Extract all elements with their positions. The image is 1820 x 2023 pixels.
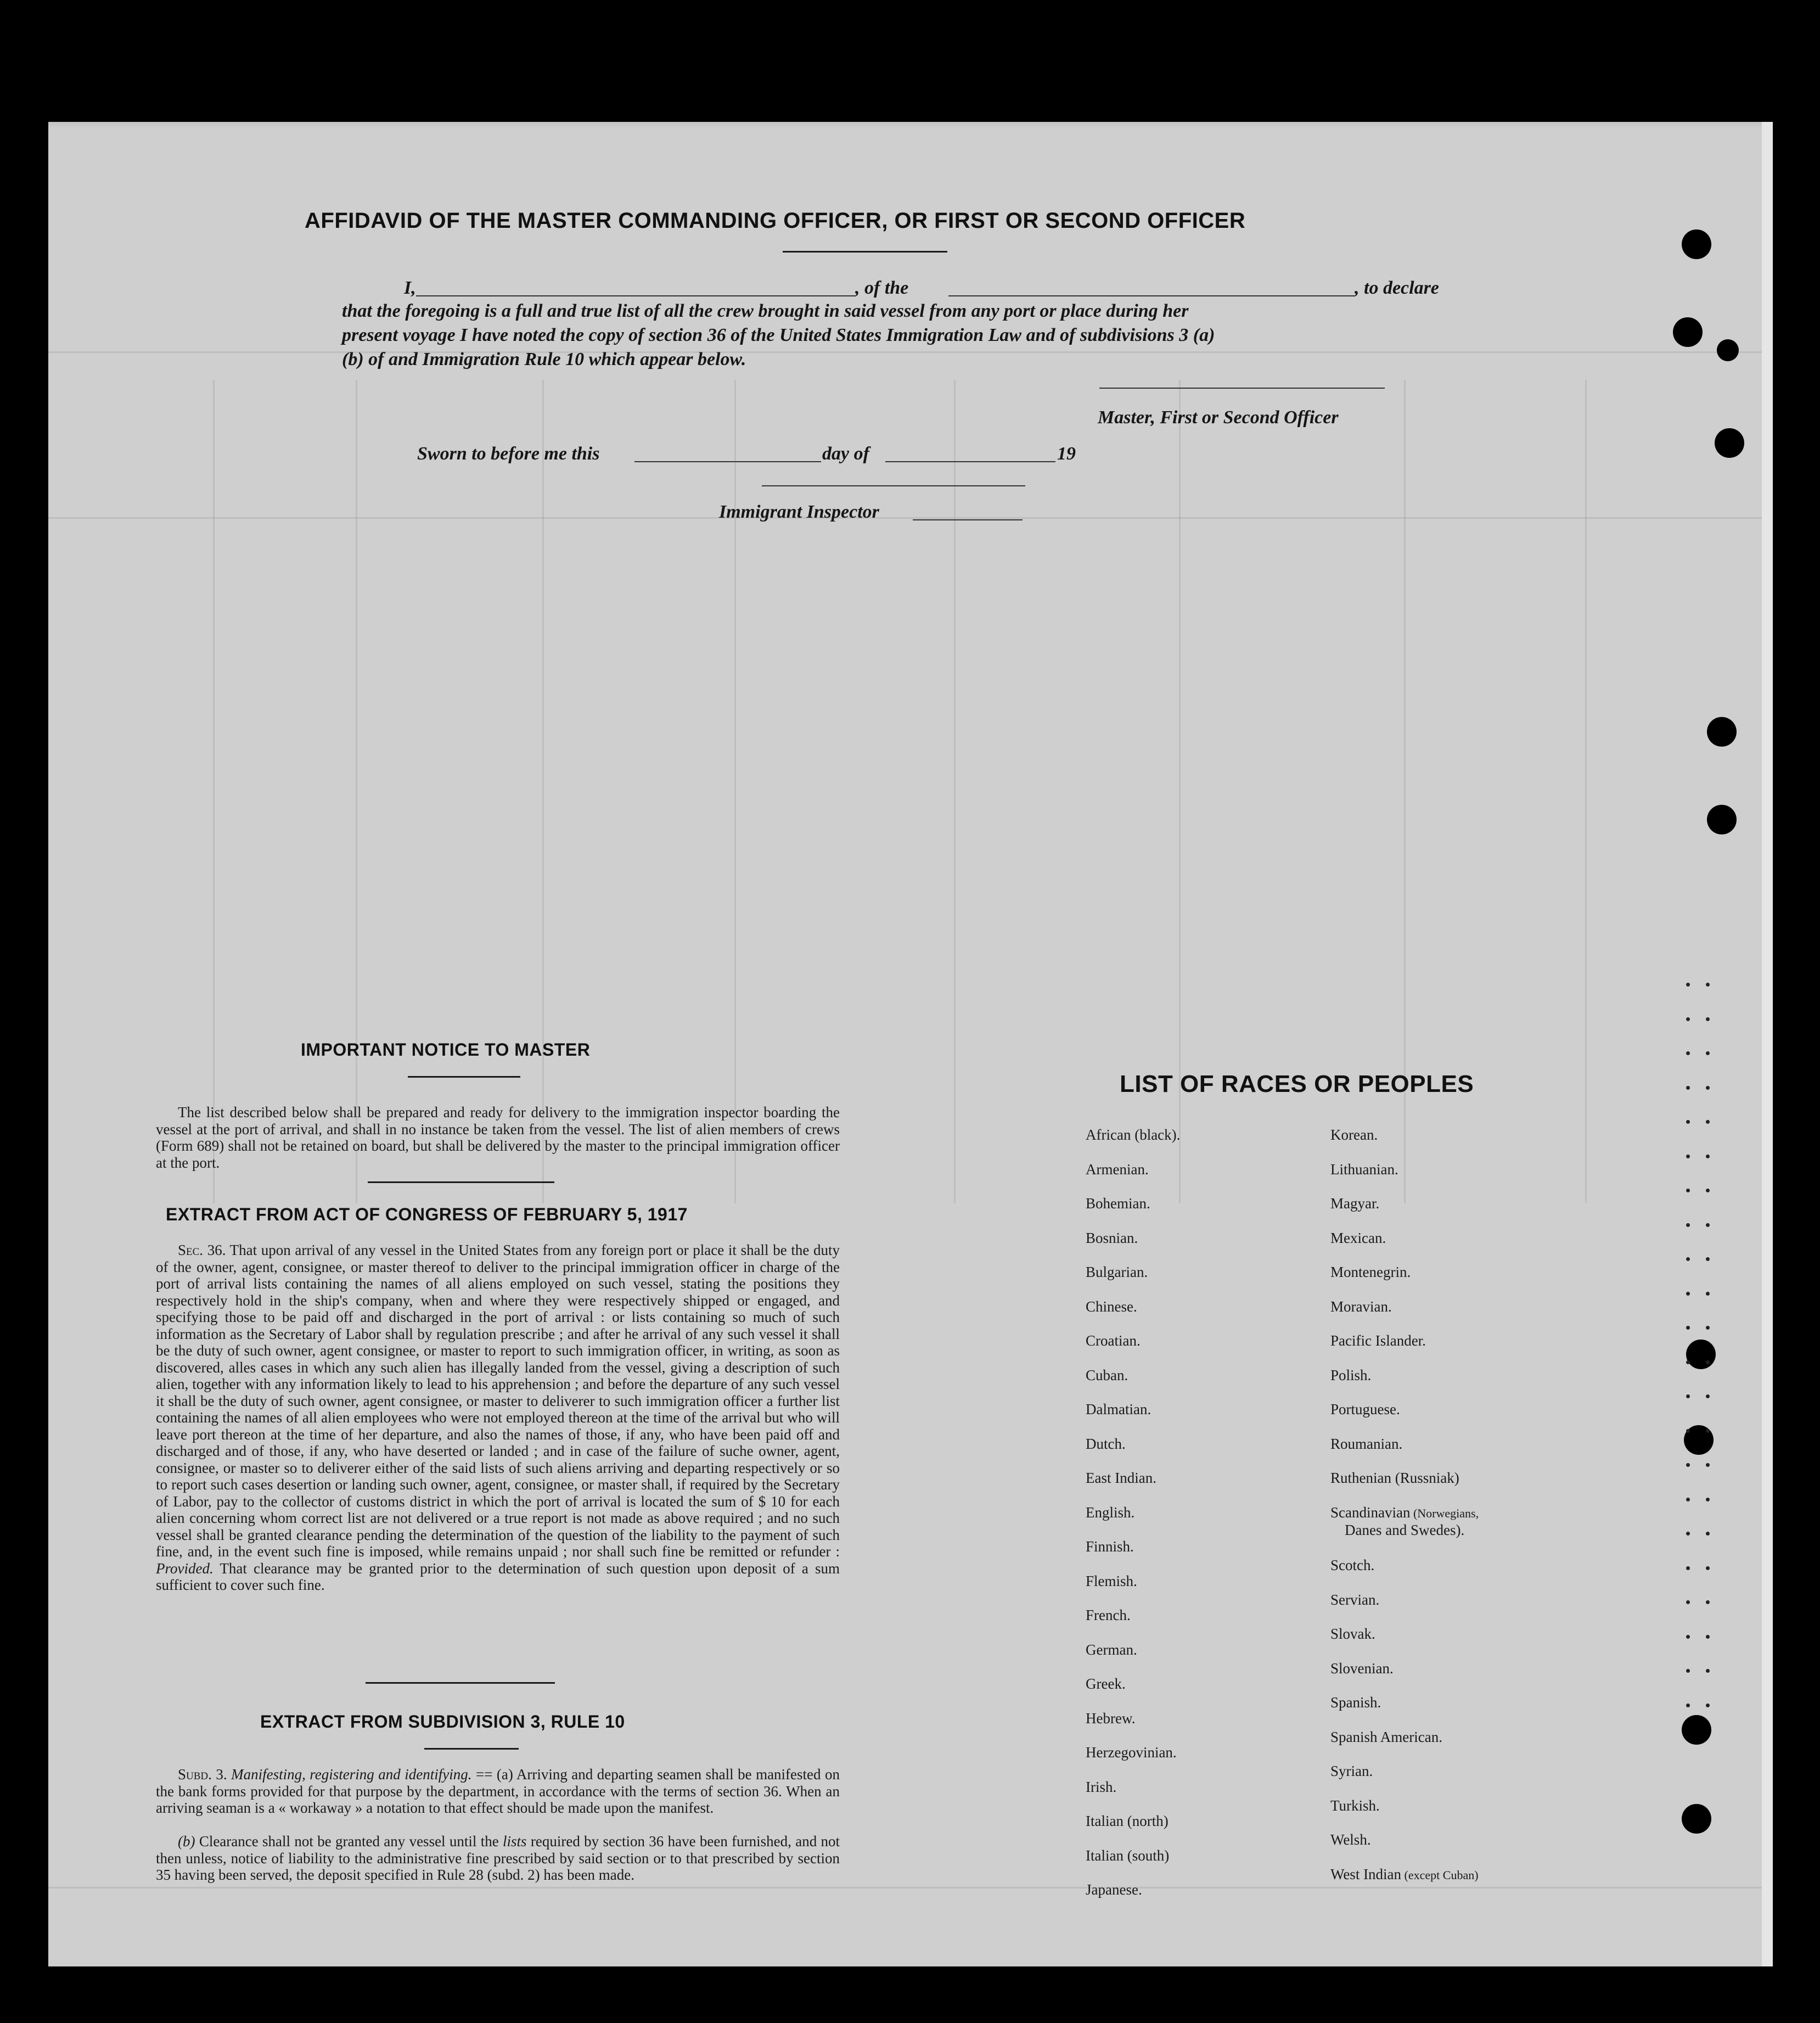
margin-dot [1706, 1292, 1710, 1296]
margin-dot [1706, 1429, 1710, 1433]
act-body: That upon arrival of any vessel in the United States from any foreign port or place it shall be the duty of the owner, agent, consignee, or master thereof to deliver to the principal immigration officer in charge of the port of arrival lists containing the names of all aliens employed on such vessel, stating the positions they respectively hold in the ship's company, when and where they were respectively shipped or engaged, and specifying those to be paid off and discharged in the port of arrival : or lists containing so much of such information as the Secretary of Labor shall by regulation prescribe ; and after he arrival of any such vessel it shall be the duty of such owner, agent consignee, or master to report to such immigration officer, in writing, as soon as discovered, alles cases in which any such alien has illegally landed from the vessel, giving a description of such alien, together with any information likely to lead to his apprehension ; and before the departure of any such vessel it shall be the duty of such owner, agent consignee, or master to deliverer to such immigration officer a further list containing the names of all alien employees who were not employed thereon at the time of the arrival but who will leave port thereon at the time of her departure, and also the names of those, if any, who have been paid off and discharged and of those, if any, who have deserted or landed ; and in case of the failure of suche owner, agent, consignee, or master so to deliverer either of the said lists of such aliens arriving and departing respectively or so to report such cases desertion or landing such owner, agent, consignee, or master shall, if required by the Secretary of Labor, pay to the collector of customs district in which the port of arrival is located the sum of $ 10 for each alien concerning whom correct list are not delivered or a true report is not made as above required ; and no such vessel shall be granted clearance pending the determination of the question of the liability to the payment of such fine, and, in the event such fine is imposed, while remains unpaid ; nor shall such fine be remitted or refunder : [156, 1242, 840, 1560]
act-provided: Provided. [156, 1560, 214, 1577]
race-item: Spanish American. [1330, 1728, 1442, 1745]
rule-para-a [156, 1766, 840, 1817]
bleed-through-line [1585, 380, 1587, 1203]
rule-subd-label: Subd. 3. [178, 1766, 227, 1783]
rule-subd-title: Manifesting, registering and identifying. [231, 1766, 472, 1783]
rule-para-b-label: (b) [178, 1833, 195, 1850]
race-item: Syrian. [1330, 1763, 1373, 1780]
name-blank [416, 295, 855, 296]
race-item: Welsh. [1330, 1831, 1371, 1848]
punch-hole [1686, 1340, 1716, 1369]
inspector-signature-blank [762, 485, 1025, 486]
rule-para-b-text-1: Clearance shall not be granted any vessel until the [199, 1833, 499, 1850]
margin-dot [1706, 1360, 1710, 1364]
race-item: Italian (south) [1086, 1847, 1170, 1864]
inspector-label: Immigrant Inspector [719, 502, 879, 522]
race-item: Scandinavian (Norwegians, [1330, 1504, 1479, 1521]
race-item: Scotch. [1330, 1557, 1375, 1574]
margin-dot [1686, 1120, 1690, 1124]
master-signature-label: Master, First or Second Officer [1098, 407, 1339, 428]
affidavit-line-4: (b) of and Immigration Rule 10 which appear below. [342, 349, 746, 369]
race-item: Dalmatian. [1086, 1401, 1151, 1417]
margin-dot [1706, 1223, 1710, 1227]
race-item: Roumanian. [1330, 1435, 1403, 1452]
margin-dot [1706, 1051, 1710, 1055]
race-item: Croatian. [1086, 1332, 1141, 1349]
notice-heading: IMPORTANT NOTICE TO MASTER [301, 1040, 591, 1060]
bleed-through-line [48, 351, 1762, 353]
race-item: Dutch. [1086, 1435, 1126, 1452]
punch-hole [1682, 1804, 1711, 1834]
margin-dot [1686, 1017, 1690, 1021]
master-signature-blank [1099, 388, 1385, 389]
bleed-through-line [542, 380, 544, 1203]
race-item: Chinese. [1086, 1298, 1137, 1315]
sworn-month-blank [885, 461, 1055, 462]
race-item: French. [1086, 1607, 1131, 1623]
affidavit-of-the: , of the [855, 278, 909, 298]
sworn-day-of: day of [822, 444, 869, 464]
margin-dot [1686, 1532, 1690, 1536]
race-item: Spanish. [1330, 1694, 1381, 1711]
race-item: Herzegovinian. [1086, 1744, 1177, 1761]
margin-dot [1686, 1429, 1690, 1433]
punch-hole [1707, 717, 1737, 747]
race-item: English. [1086, 1504, 1135, 1521]
margin-dot [1686, 1051, 1690, 1055]
race-item: Slovenian. [1330, 1660, 1394, 1677]
race-item: Mexican. [1330, 1229, 1386, 1246]
affidavit-line-3: present voyage I have noted the copy of section 36 of the United States Immigration Law and of subdivisions 3 (a) [342, 325, 1215, 345]
bleed-through-line [48, 517, 1762, 519]
rule-heading: EXTRACT FROM SUBDIVISION 3, RULE 10 [260, 1712, 625, 1731]
race-item: Montenegrin. [1330, 1264, 1411, 1280]
margin-dot [1706, 1463, 1710, 1467]
sworn-year: 19 [1057, 444, 1076, 464]
inspector-name-blank [913, 519, 1023, 520]
race-item: Hebrew. [1086, 1710, 1136, 1727]
race-item: Greek. [1086, 1675, 1126, 1692]
race-note: (Norwegians, [1410, 1506, 1479, 1520]
race-item: Moravian. [1330, 1298, 1392, 1315]
margin-dot [1706, 1669, 1710, 1673]
race-item: Pacific Islander. [1330, 1332, 1426, 1349]
margin-dot [1706, 1566, 1710, 1570]
affidavit-heading: AFFIDAVID OF THE MASTER COMMANDING OFFICER, OR FIRST OR SECOND OFFICER [305, 209, 1246, 233]
race-item: West Indian (except Cuban) [1330, 1865, 1479, 1882]
bleed-through-line [954, 380, 956, 1203]
punch-hole [1682, 1715, 1711, 1745]
margin-dot [1686, 1703, 1690, 1707]
rule-para-b [156, 1833, 840, 1884]
act-section-label: Sec. 36. [178, 1242, 226, 1258]
margin-dot [1706, 983, 1710, 987]
race-item: Finnish. [1086, 1538, 1134, 1555]
vessel-blank [948, 295, 1355, 296]
race-item: Armenian. [1086, 1161, 1149, 1178]
affidavit-line-2: that the foregoing is a full and true list of all the crew brought in said vessel from any port or place during her [342, 301, 1189, 321]
punch-hole [1717, 339, 1739, 361]
margin-dot [1706, 1326, 1710, 1330]
punch-hole [1682, 229, 1711, 259]
margin-dot [1686, 983, 1690, 987]
race-item: Ruthenian (Russniak) [1330, 1470, 1459, 1486]
margin-dot [1686, 1635, 1690, 1639]
punch-hole [1673, 317, 1703, 347]
sworn-date-blank [634, 461, 821, 462]
heading-rule [424, 1748, 519, 1750]
notice-text: The list described below shall be prepared and ready for delivery to the immigration inspector boarding the vessel at the port of arrival, and shall in no instance be taken from the vessel. The list of alien members of crews (Form 689) shall not be retained on board, but shall be delivered by the master to the principal immigration officer at the port. [156, 1104, 840, 1171]
margin-dot [1686, 1292, 1690, 1296]
margin-dot [1686, 1360, 1690, 1364]
heading-rule [408, 1076, 520, 1078]
margin-dot [1706, 1600, 1710, 1604]
affidavit-to-declare: , to declare [1355, 278, 1439, 298]
margin-dot [1686, 1086, 1690, 1090]
race-item: Italian (north) [1086, 1813, 1169, 1829]
act-text [156, 1242, 840, 1594]
race-item: Lithuanian. [1330, 1161, 1398, 1178]
margin-dot [1706, 1017, 1710, 1021]
margin-dot [1706, 1532, 1710, 1536]
margin-dot [1686, 1189, 1690, 1192]
punch-hole [1715, 428, 1744, 458]
race-item: German. [1086, 1641, 1137, 1658]
margin-dot [1706, 1155, 1710, 1158]
race-note-line: Danes and Swedes). [1345, 1521, 1465, 1538]
margin-dot [1706, 1257, 1710, 1261]
race-item: Japanese. [1086, 1881, 1142, 1898]
margin-dot [1686, 1155, 1690, 1158]
bleed-through-line [48, 1887, 1762, 1888]
margin-dot [1706, 1120, 1710, 1124]
race-item: Bohemian. [1086, 1195, 1150, 1212]
race-item: Portuguese. [1330, 1401, 1400, 1417]
film-border [0, 0, 1820, 82]
race-item: Bosnian. [1086, 1229, 1138, 1246]
race-item: Bulgarian. [1086, 1264, 1148, 1280]
race-item: Magyar. [1330, 1195, 1380, 1212]
margin-dot [1686, 1600, 1690, 1604]
affidavit-i: I, [404, 278, 416, 298]
margin-dot [1706, 1703, 1710, 1707]
races-heading: LIST OF RACES OR PEOPLES [1120, 1071, 1474, 1097]
margin-dot [1686, 1394, 1690, 1398]
race-item: East Indian. [1086, 1470, 1156, 1486]
bleed-through-line [213, 380, 215, 1203]
margin-dot [1686, 1498, 1690, 1501]
race-item: African (black). [1086, 1127, 1181, 1143]
margin-dot [1686, 1669, 1690, 1673]
document-page [48, 122, 1762, 1966]
margin-dot [1686, 1463, 1690, 1467]
margin-dot [1686, 1223, 1690, 1227]
rule-para-a-text: == (a) Arriving and departing seamen shall be manifested on the bank forms provided for that purpose by the department, in accordance with the terms of section 36. When an arriving seaman is a « workaway » a notation to that effect should be made upon the manifest. [156, 1766, 840, 1816]
race-item: Polish. [1330, 1366, 1372, 1383]
margin-dot [1686, 1326, 1690, 1330]
margin-dot [1706, 1498, 1710, 1501]
margin-dot [1686, 1566, 1690, 1570]
punch-hole [1707, 805, 1737, 834]
act-body-end: That clearance may be granted prior to the determination of such question upon deposit of a sum sufficient to cover such fine. [156, 1560, 840, 1593]
race-item: Irish. [1086, 1778, 1117, 1795]
race-item: Cuban. [1086, 1366, 1128, 1383]
margin-dot [1706, 1189, 1710, 1192]
heading-rule [783, 251, 947, 253]
margin-dot [1706, 1635, 1710, 1639]
race-note: (except Cuban) [1401, 1868, 1479, 1882]
race-item: Slovak. [1330, 1626, 1375, 1643]
section-rule [368, 1181, 554, 1183]
race-item: Turkish. [1330, 1797, 1380, 1814]
rule-para-b-lists: lists [503, 1833, 527, 1850]
race-item: Servian. [1330, 1591, 1380, 1608]
race-item: Korean. [1330, 1127, 1378, 1143]
bleed-through-line [356, 380, 357, 1203]
act-heading: EXTRACT FROM ACT OF CONGRESS OF FEBRUARY 5, 1917 [166, 1204, 688, 1224]
rule-para-b-text-2: required by section 36 have been furnished, and not then unless, notice of liability to the administrative fine prescribed by said section or to that prescribed by section 35 having been served, the deposit specified in Rule 28 (subd. 2) has been made. [156, 1833, 840, 1883]
margin-dot [1686, 1257, 1690, 1261]
sworn-prefix: Sworn to before me this [417, 444, 600, 464]
race-item: Flemish. [1086, 1572, 1137, 1589]
margin-dot [1706, 1394, 1710, 1398]
section-rule [366, 1682, 555, 1684]
margin-dot [1706, 1086, 1710, 1090]
sheet-edge [1762, 122, 1773, 1966]
